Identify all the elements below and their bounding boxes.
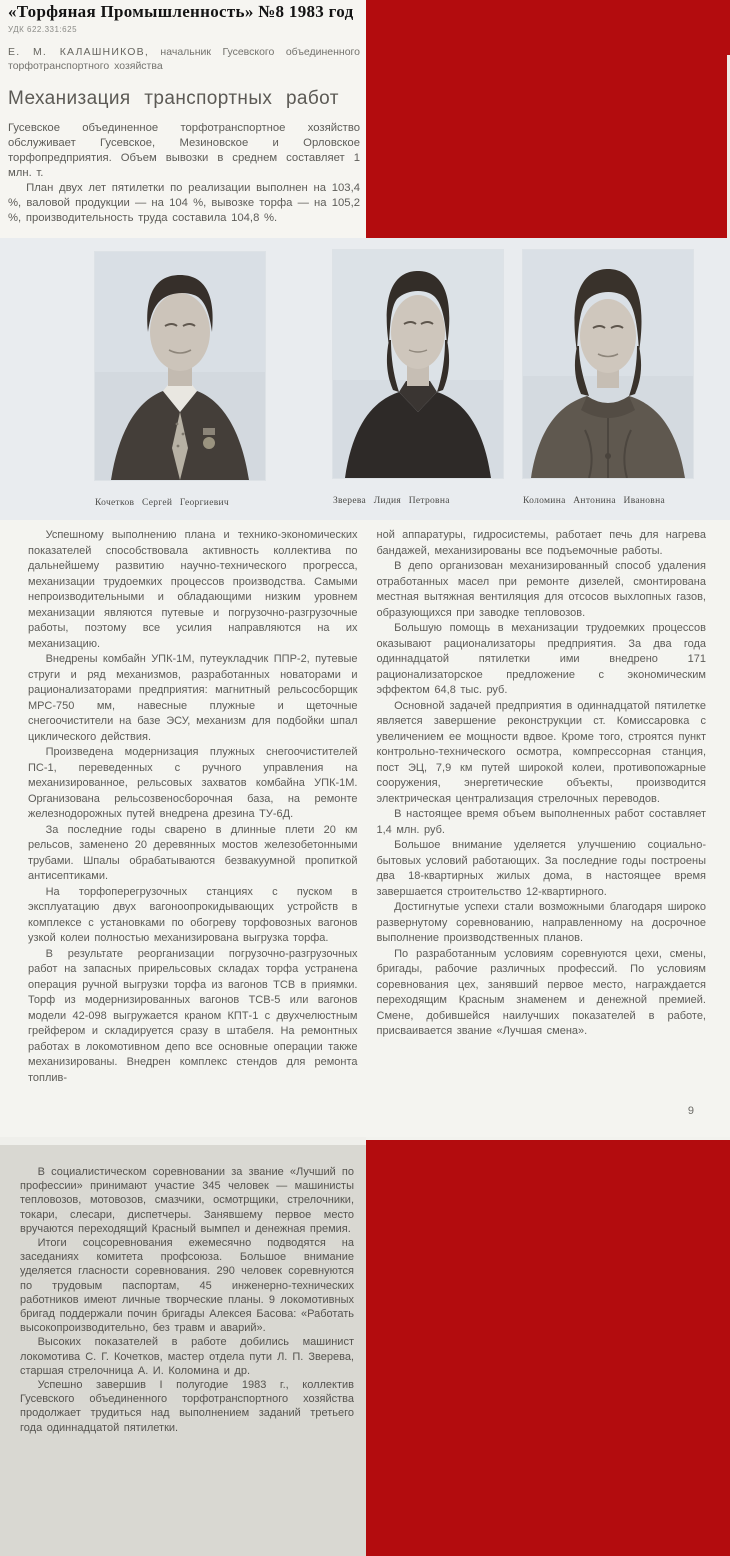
body-column-right xyxy=(377,528,707,1086)
paragraph: Достигнутые успехи стали возможными благодаря широко развернутому соревнованию, направленному на досрочное выполнение производственных планов. xyxy=(376,901,706,944)
intro-paragraph: Гусевское объединенное торфотранспортное хозяйство обслуживает Гусевское, Мезиновское и Орловское торфопредприятия. Объем вывозки в среднем составляет 1 млн. т. xyxy=(8,122,360,179)
author-name: Е. М. КАЛАШНИКОВ, xyxy=(8,46,149,58)
portrait-photo-kochetkov xyxy=(95,252,265,480)
paragraph: За последние годы сварено в длинные плети 20 км рельсов, заменено 20 деревянных мостов железобетонными трубами. Шпалы обрабатываются безвакуумной пропиткой антисептиками. xyxy=(28,823,358,882)
page-number: 9 xyxy=(687,1105,694,1117)
paragraph: Произведена модернизация плужных снегоочистителей ПС-1, переведенных с ручного управления на механизированное, рельсовых захватов комбайна УПК-1М. Организована рельсозвеносборочная база, на ремонте железнодорожных путей внедрена дрезина ТУ-6Д. xyxy=(28,746,358,820)
photo-caption-kolomina: Коломина Антонина Ивановна xyxy=(523,496,665,506)
intro-paragraph: План двух лет пятилетки по реализации выполнен на 103,4 %, валовой продукции — на 104 %, вывозке торфа — на 105,2 %, производительность труда составила 104,8 %. xyxy=(8,182,360,224)
udc-code: УДК 622.331:625 xyxy=(8,25,78,34)
paragraph: Большое внимание уделяется улучшению социально-бытовых условий работающих. За последние годы построены два 18-квартирных жилых дома, в настоящее время завершается строительство 12-квартирного. xyxy=(376,839,706,898)
paragraph: Успешно завершив I полугодие 1983 г., коллектив Гусевского объединенного торфотранспортного хозяйства продолжает трудиться над выполнением заданий третьего года одиннадцатой пятилетки. xyxy=(20,1379,354,1434)
man-portrait-illustration xyxy=(95,252,265,480)
paragraph: В настоящее время объем выполненных работ составляет 1,4 млн. руб. xyxy=(376,808,706,836)
article-title: Механизация транспортных работ xyxy=(8,88,339,109)
red-block-bottom xyxy=(366,1140,730,1556)
photo-caption-zvereva: Зверева Лидия Петровна xyxy=(333,496,450,506)
photos-strip xyxy=(0,238,730,520)
article-body xyxy=(0,520,730,1137)
paragraph: Большую помощь в механизации трудоемких процессов оказывают рационализаторы предприятия. За два года одиннадцатой пятилетки ими внедрено 171 рационализаторское предложение с экономическим эффектом 64,8 тыс. руб. xyxy=(376,622,706,696)
woman-portrait-illustration xyxy=(523,250,693,478)
paragraph: В социалистическом соревновании за звание «Лучший по профессии» принимают участие 345 человек — машинисты тепловозов, мотовозов, смазчики, осмотрщики, стрелочники, токари, слесари, диспетчеры. Занявшему первое место вручаются переходящий Красный вымпел и денежная премия. xyxy=(20,1166,354,1235)
paragraph: В депо организован механизированный способ удаления отработанных масел при ремонте дизелей, смонтирована местная вытяжная вентиляция для отсосов выхлопных газов, образующихся при заводке тепловозов. xyxy=(376,560,706,619)
body-column-left xyxy=(28,528,358,1086)
portrait-figure-zvereva xyxy=(333,250,503,506)
paragraph: По разработанным условиям соревнуются цехи, смены, бригады, рабочие различных профессий. По условиям соревнования цех, занявший первое место, награждается переходящим Красным знаменем и денежной премией. Смене, добившейся наилучших показателей в работе, присваивается звание «Лучшая смена». xyxy=(376,947,706,1037)
paragraph: Высоких показателей в работе добились машинист локомотива С. Г. Кочетков, мастер отдела пути Л. П. Зверева, старшая стрелочница А. И. Коломина и др. xyxy=(20,1336,354,1377)
paragraph: Итоги соцсоревнования ежемесячно подводятся на заседаниях комитета профсоюза. Большое внимание уделяется гласности соревнования. 290 человек соревнуются по трудовым паспортам, 45 инженерно-технических работников имеют личные творческие планы. 9 локомотивных бригад поддержали почин бригады Алексея Басова: «Работать высокопроизводительно, без травм и аварий». xyxy=(20,1237,354,1335)
paragraph: В результате реорганизации погрузочно-разгрузочных работ на запасных прирельсовых складах торфа устранена операция ручной выгрузки торфа из вагонов ТСВ в приямки. Торф из модернизированных вагонов ТСВ-5 или вагонов модели 42-098 выгружается краном КПТ-1 с двухчелюстным грейфером и складируется сразу в штабеля. На ремонтных работах в локомотивном депо все основные операции также механизированы. Внедрен комплекс стендов для ремонта топлив- xyxy=(28,947,358,1084)
paragraph: Основной задачей предприятия в одиннадцатой пятилетке является завершение реконструкции ст. Комиссаровка с увеличением ее мощности вдвое. Кроме того, строятся пункт контрольно-технического осмотра, компрессорная станция, пост ЭЦ, 7,9 км путей широкой колеи, противопожарные сооружения, энергетические объекты, производится электрическая централизация стрелочных переводов. xyxy=(376,699,706,805)
photo-caption-kochetkov: Кочетков Сергей Георгиевич xyxy=(95,498,229,508)
portrait-photo-kolomina xyxy=(523,250,693,478)
portrait-figure-kolomina xyxy=(523,250,693,506)
top-header-area xyxy=(0,0,366,238)
red-block-top xyxy=(366,0,730,238)
paragraph: ной аппаратуры, гидросистемы, работает печь для нагрева бандажей, механизированы все подъемочные работы. xyxy=(376,529,706,557)
author-role: начальник Гусевского объединенного торфотранспортного хозяйства xyxy=(8,46,360,72)
paragraph: Успешному выполнению плана и технико-экономических показателей способствовала активность коллектива по дальнейшему развитию научно-технического прогресса, механизации трудоемких процессов производства. Самыми непроизводительными и обладающими низким уровнем механизации являются путевые и погрузочно-разгрузочные работы, поэтому все усилия направляются на их механизацию. xyxy=(28,529,358,650)
section-divider xyxy=(0,1137,366,1145)
journal-title: «Торфяная Промышленность» №8 1983 год xyxy=(8,2,354,21)
portrait-figure-kochetkov xyxy=(95,252,265,508)
bottom-text-column xyxy=(0,1145,366,1556)
woman-portrait-illustration xyxy=(333,250,503,478)
portrait-photo-zvereva xyxy=(333,250,503,478)
paragraph: Внедрены комбайн УПК-1М, путеукладчик ППР-2, путевые струги и ряд механизмов, разработанных новаторами и рационализаторами предприятия: магнитный рельсосборщик МРС-750 мм, навесные плужные и щеточные снегоочистители на базе ЭСУ, механизм для подбойки шпал циклического действия. xyxy=(28,653,358,743)
paragraph: На торфоперегрузочных станциях с пуском в эксплуатацию двух вагоноопрокидывающих устройств в комплексе с установками по обогреву торфовозных вагонов узкой колеи полностью механизирована выгрузка торфа. xyxy=(28,885,358,944)
intro-block xyxy=(8,121,360,226)
author-line xyxy=(8,45,360,73)
